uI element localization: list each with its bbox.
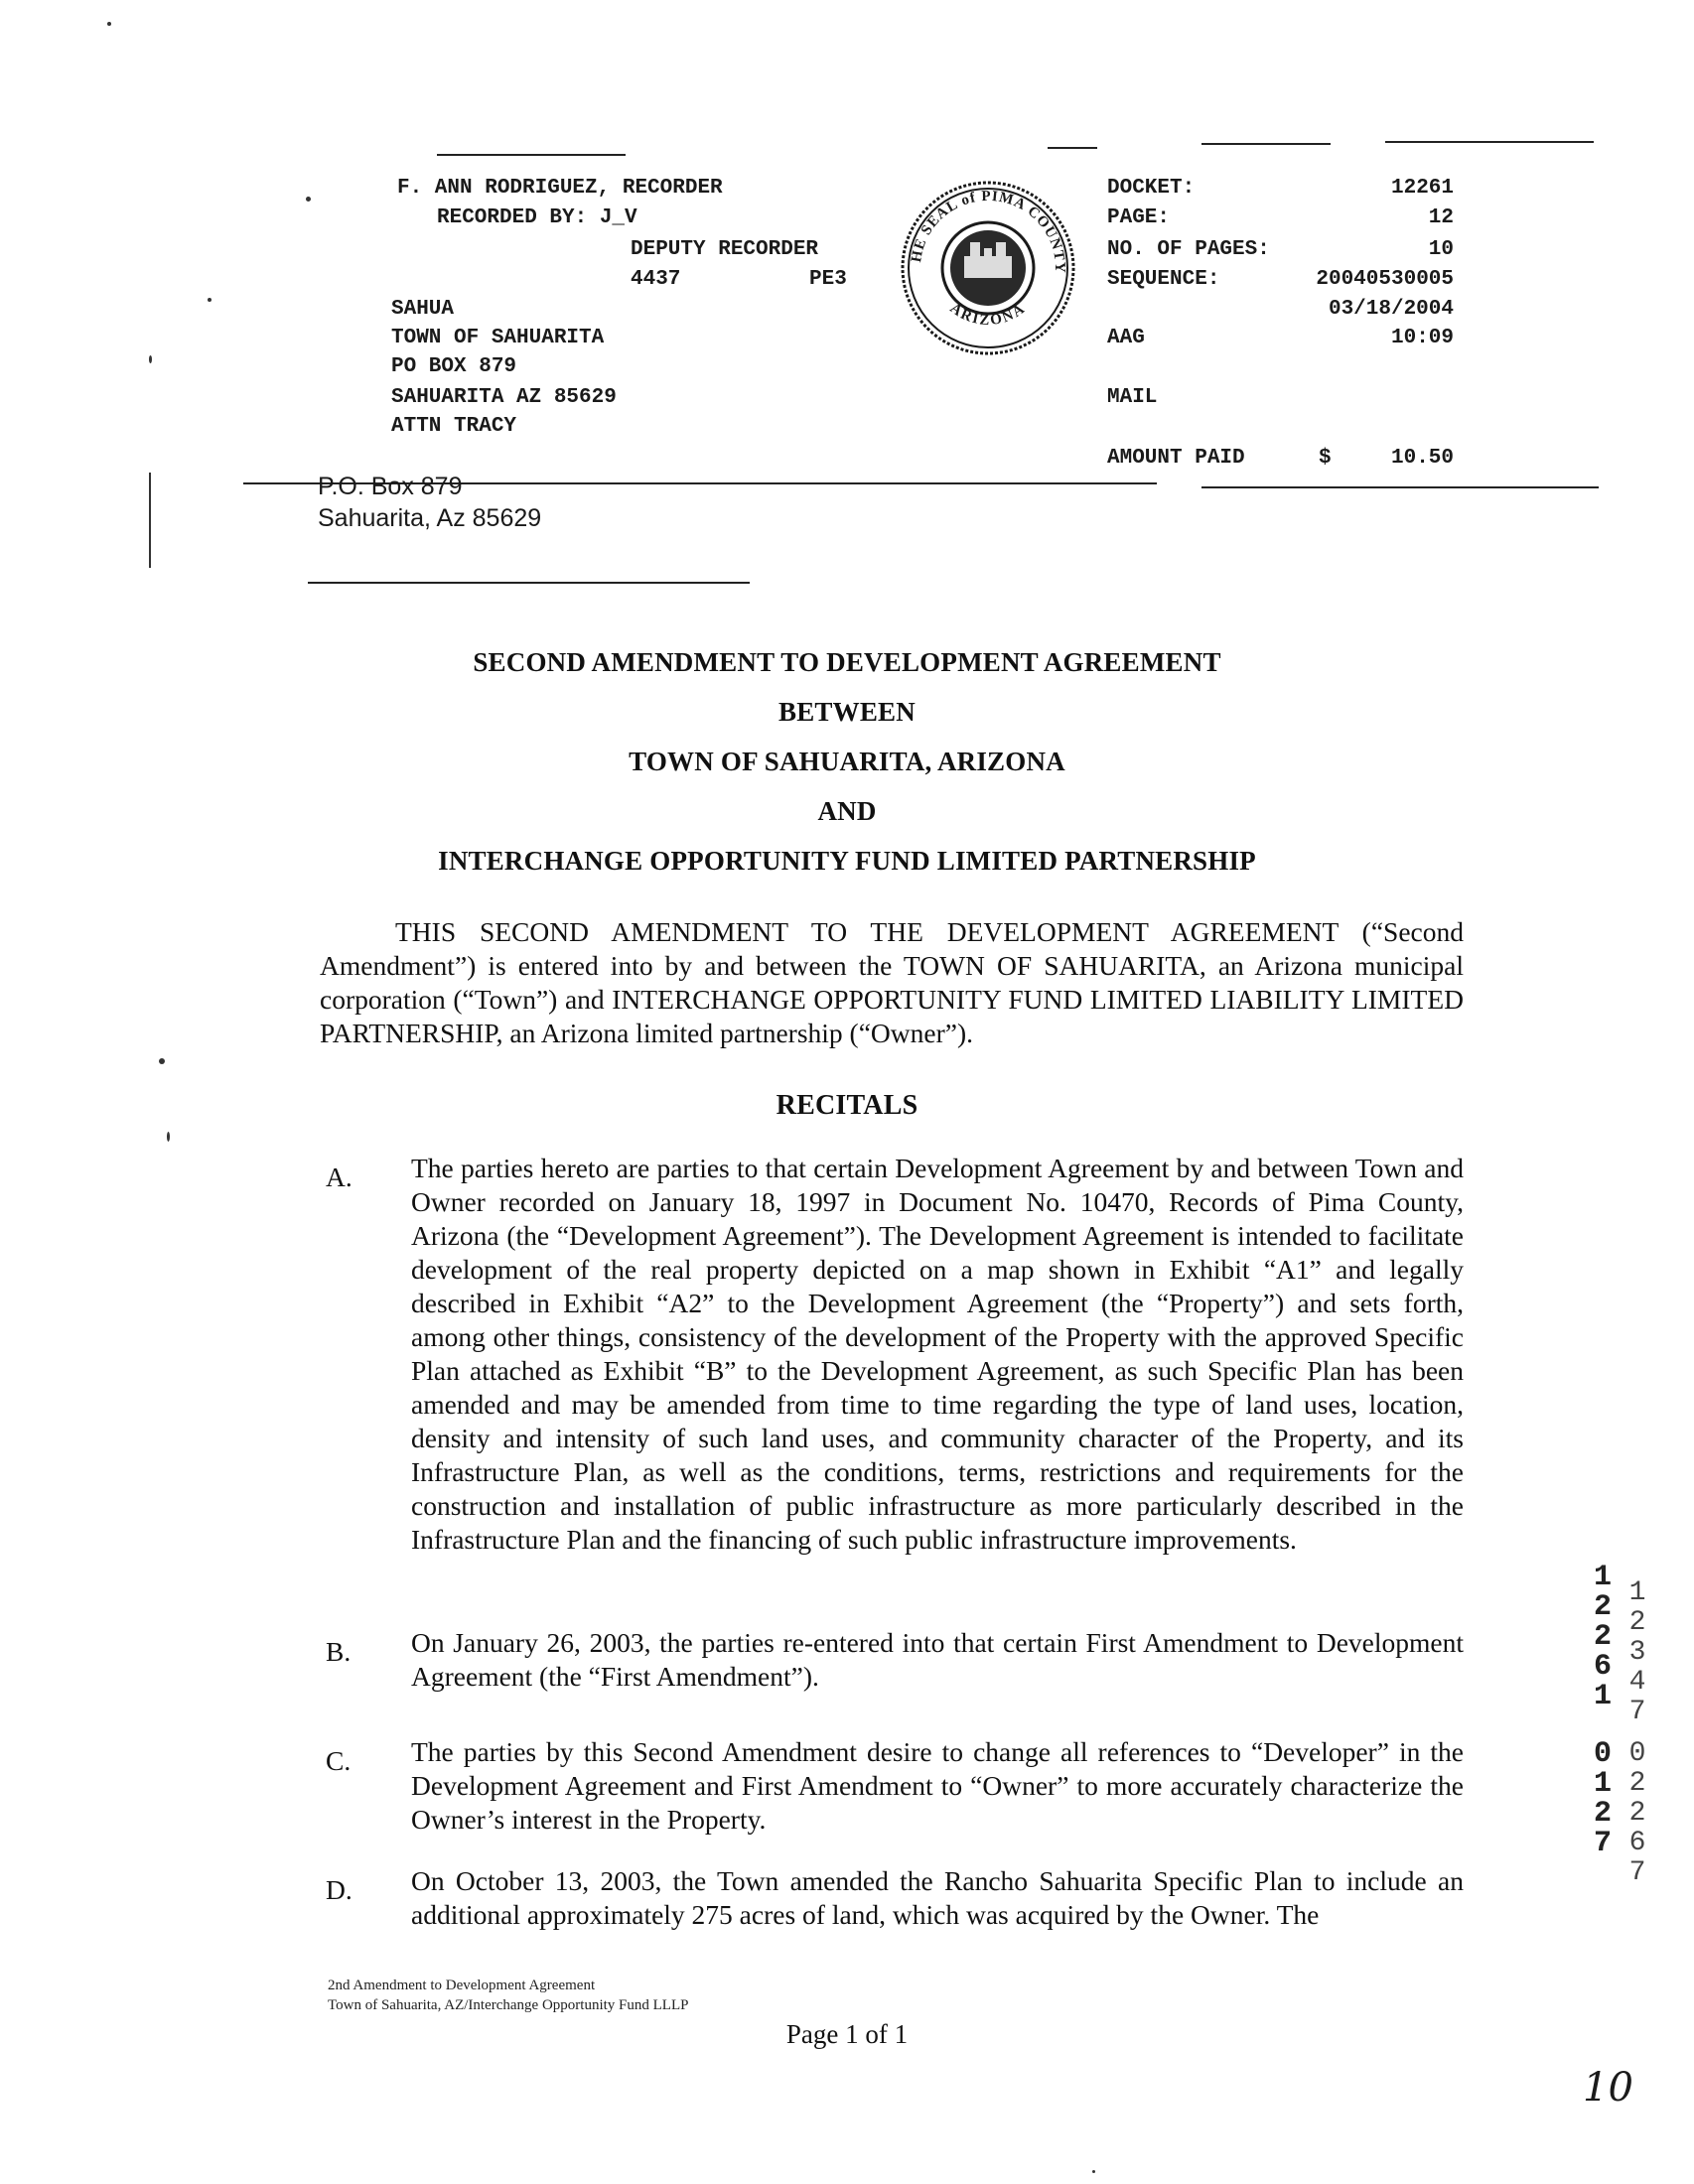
title-and: AND <box>817 796 877 826</box>
amount-currency: $ <box>1319 447 1332 470</box>
recital-letter: D. <box>326 1874 353 1905</box>
return-address-line1: P.O. Box 879 <box>318 473 463 500</box>
header-rule <box>1201 486 1599 488</box>
seal-top-text: HE SEAL of PIMA COUNTY <box>909 188 1068 274</box>
recorded-by: RECORDED BY: J_V <box>437 206 637 229</box>
header-rule <box>1048 147 1097 149</box>
sequence-label: SEQUENCE: <box>1107 268 1220 291</box>
title-between: BETWEEN <box>778 697 916 727</box>
mail-to-name: TOWN OF SAHUARITA <box>391 327 605 349</box>
title-party-one: TOWN OF SAHUARITA, ARIZONA <box>629 747 1065 776</box>
document-title: SECOND AMENDMENT TO DEVELOPMENT AGREEMENT <box>473 647 1221 677</box>
side-stamp-secondary-1: 12347 <box>1628 1577 1646 1727</box>
side-stamp-docket: 12261 <box>1593 1561 1612 1713</box>
deputy-recorder: DEPUTY RECORDER <box>631 238 819 261</box>
footer-line2: Town of Sahuarita, AZ/Interchange Opportunity Fund LLLP <box>328 1997 689 2013</box>
mail-to-box: PO BOX 879 <box>391 355 517 378</box>
header-rule <box>437 154 626 156</box>
mail-to-city: SAHUARITA AZ 85629 <box>391 386 617 409</box>
recorder-code: 4437 <box>631 268 681 291</box>
header-rule <box>1385 141 1594 143</box>
recorder-station: PE3 <box>809 268 847 291</box>
recital-letter: A. <box>326 1161 353 1192</box>
side-stamp-page: 0127 <box>1593 1737 1612 1860</box>
docket-value: 12261 <box>1390 177 1454 200</box>
scan-speck <box>208 298 212 302</box>
scan-speck <box>107 22 111 26</box>
seal-bottom-text: ARIZONA <box>946 300 1030 330</box>
amount-value: 10.50 <box>1390 447 1454 470</box>
page-value: 12 <box>1428 206 1454 229</box>
scan-artifact-line <box>149 473 151 568</box>
return-address-line2: Sahuarita, Az 85629 <box>318 504 542 532</box>
recorder-name: F. ANN RODRIGUEZ, RECORDER <box>397 177 723 200</box>
account-code: SAHUA <box>391 298 455 321</box>
num-pages-label: NO. OF PAGES: <box>1107 238 1270 261</box>
aag-label: AAG <box>1107 327 1145 349</box>
amount-label: AMOUNT PAID <box>1107 447 1245 470</box>
scan-speck <box>306 197 311 202</box>
scan-speck <box>1092 2170 1095 2173</box>
scan-speck <box>159 1058 165 1064</box>
recital-text: On October 13, 2003, the Town amended the Rancho Sahuarita Specific Plan to include an additional approximately 275 acres of land, which was acquired by the Owner. The <box>411 1865 1464 1930</box>
num-pages-value: 10 <box>1428 238 1454 261</box>
scan-speck <box>149 355 152 363</box>
scan-speck <box>167 1132 170 1142</box>
page-label: PAGE: <box>1107 206 1171 229</box>
mail-to-attn: ATTN TRACY <box>391 415 517 438</box>
side-stamp-secondary-2: 02267 <box>1628 1738 1646 1888</box>
sequence-value: 20040530005 <box>1316 268 1454 291</box>
docket-label: DOCKET: <box>1107 177 1196 200</box>
page-number: Page 1 of 1 <box>785 2019 909 2049</box>
title-party-two: INTERCHANGE OPPORTUNITY FUND LIMITED PARTNERSHIP <box>438 846 1256 876</box>
record-date: 03/18/2004 <box>1328 298 1454 321</box>
recital-text: The parties by this Second Amendment desire to change all references to “Developer” in the Development Agreement and First Amendment to “Owner” to more accurately characterize the Owner’s interest in the Property. <box>411 1736 1464 1835</box>
record-time: 10:09 <box>1390 327 1454 349</box>
header-rule <box>1201 143 1331 145</box>
mail-label: MAIL <box>1107 386 1158 409</box>
recital-text: On January 26, 2003, the parties re-entered into that certain First Amendment to Development Agreement (the “First Amendment”). <box>411 1627 1464 1692</box>
intro-paragraph <box>320 915 1464 1050</box>
seal-graphic <box>899 179 1077 357</box>
intro-text: THIS SECOND AMENDMENT TO THE DEVELOPMENT AGREEMENT (“Second Amendment”) is entered into by and between the TOWN OF SAHUARITA, an Arizona municipal corporation (“Town”) and INTERCHANGE OPPORTUNITY FUND LIMITED LIABILITY LIMITED PARTNERSHIP, an Arizona limited partnership (“Owner”). <box>320 916 1464 1048</box>
recital-letter: C. <box>326 1745 352 1776</box>
recital-text: The parties hereto are parties to that certain Development Agreement by and between Town and Owner recorded on January 18, 1997 in Document No. 10470, Records of Pima County, Arizona (the “Development Agreement”). The Development Agreement is intended to facilitate development of the real property depicted on a map shown in Exhibit “A1” and legally described in Exhibit “A2” to the Development Agreement (the “Property”) and sets forth, among other things, consistency of the development of the Property with the approved Specific Plan attached as Exhibit “B” to the Development Agreement, as such Specific Plan has been amended and may be amended from time to time regarding the type of land uses, location, density and intensity of such land uses, and community character of the Property, and its Infrastructure Plan, as well as the conditions, terms, restrictions and requirements for the construction and installation of public infrastructure as more particularly described in the Infrastructure Plan and the financing of such public infrastructure improvements. <box>411 1153 1464 1555</box>
header-rule <box>308 582 750 584</box>
footer-line1: 2nd Amendment to Development Agreement <box>328 1978 596 1993</box>
pima-county-seal <box>899 179 1077 357</box>
recitals-heading: RECITALS <box>776 1090 918 1121</box>
recital-letter: B. <box>326 1636 352 1667</box>
handwritten-page-mark: 10 <box>1583 2065 1633 2111</box>
